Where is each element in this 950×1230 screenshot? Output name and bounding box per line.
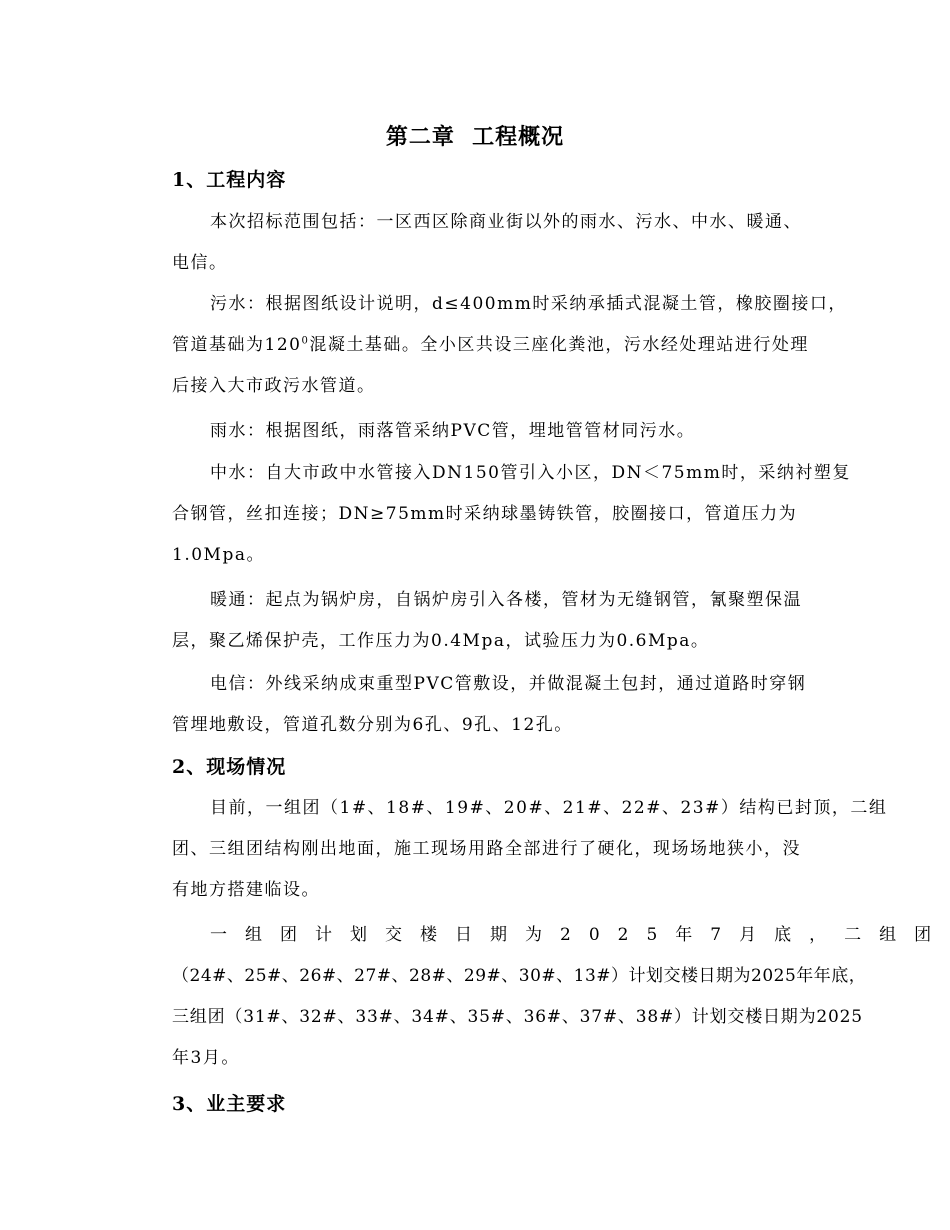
paragraph-line: 污水：根据图纸设计说明，d≤400mm时采纳承插式混凝土管，橡胶圈接口， <box>210 294 847 314</box>
paragraph-sewage <box>172 284 847 407</box>
paragraph-current-status <box>172 788 888 911</box>
section-heading-site-conditions: 2、现场情况 <box>172 756 287 778</box>
section-heading-owner-requirements: 3、业主要求 <box>172 1093 287 1115</box>
paragraph-line: 一组团计划交楼日期为2025年7月底，二组团 <box>210 925 950 945</box>
paragraph-line: 团、三组团结构刚出地面，施工现场用路全部进行了硬化，现场场地狭小，没 <box>172 839 801 859</box>
paragraph-bid-scope <box>172 202 822 284</box>
paragraph-line: （24#、25#、26#、27#、28#、29#、30#、13#）计划交楼日期为2025年年底， <box>172 966 867 986</box>
paragraph-line: 年3月。 <box>172 1048 240 1068</box>
paragraph-telecom <box>172 664 822 746</box>
paragraph-line: 层，聚乙烯保护壳，工作压力为0.4Mpa，试验压力为0.6Mpa。 <box>172 631 710 651</box>
paragraph-line: 目前，一组团（1#、18#、19#、20#、21#、22#、23#）结构已封顶，二组 <box>210 798 888 818</box>
paragraph-handover-schedule <box>172 915 950 1079</box>
text-fragment: 混凝土基础。全小区共设三座化粪池，污水经处理站进行处理 <box>309 335 809 355</box>
paragraph-line: 合钢管，丝扣连接；DN≥75mm时采纳球墨铸铁管，胶圈接口，管道压力为 <box>172 504 798 524</box>
superscript-degree: 0 <box>301 335 310 347</box>
paragraph-line: 电信。 <box>172 253 228 273</box>
text-fragment: 管道基础为120 <box>172 335 302 355</box>
paragraph-line: 后接入大市政污水管道。 <box>172 376 376 396</box>
chapter-title: 第二章 工程概况 <box>385 124 565 150</box>
paragraph-line: 管埋地敷设，管道孔数分别为6孔、9孔、12孔。 <box>172 715 573 735</box>
paragraph-line: 有地方搭建临设。 <box>172 880 320 900</box>
paragraph-reclaimed-water <box>172 453 851 576</box>
paragraph-line: 雨水：根据图纸，雨落管采纳PVC管，埋地管管材同污水。 <box>210 421 696 441</box>
paragraph-rainwater <box>172 411 822 452</box>
paragraph-line: 1.0Mpa。 <box>172 545 265 565</box>
paragraph-line: 三组团（31#、32#、33#、34#、35#、36#、37#、38#）计划交楼日期为2025 <box>172 1007 863 1027</box>
paragraph-line: 电信：外线采纳成束重型PVC管敷设，并做混凝土包封，通过道路时穿钢 <box>210 674 807 694</box>
paragraph-line <box>172 325 822 366</box>
section-heading-project-content: 1、工程内容 <box>172 169 287 191</box>
paragraph-line: 暖通：起点为锅炉房，自锅炉房引入各楼，管材为无缝钢管，氰聚塑保温 <box>210 590 802 610</box>
paragraph-line: 中水：自大市政中水管接入DN150管引入小区，DN＜75mm时，采纳衬塑复 <box>210 463 851 483</box>
paragraph-line: 本次招标范围包括：一区西区除商业街以外的雨水、污水、中水、暖通、 <box>210 212 802 232</box>
paragraph-hvac <box>172 580 822 662</box>
